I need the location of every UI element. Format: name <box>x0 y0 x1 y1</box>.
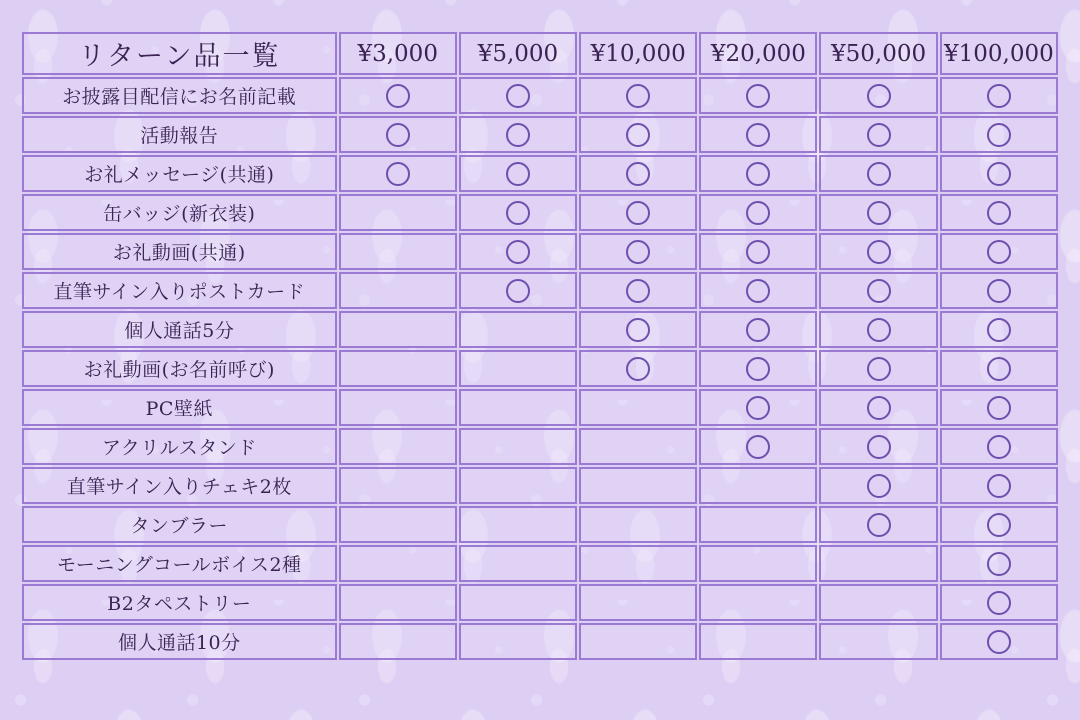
tier-included-cell <box>940 584 1058 621</box>
circle-mark-icon <box>987 552 1011 576</box>
empty-mark-placeholder <box>506 552 530 576</box>
empty-mark-placeholder <box>506 396 530 420</box>
tier-included-cell <box>579 350 697 387</box>
tier-empty-cell <box>339 194 457 231</box>
tier-empty-cell <box>339 233 457 270</box>
tier-included-cell <box>699 77 817 114</box>
tier-included-cell <box>819 467 937 504</box>
table-row <box>22 350 1058 387</box>
reward-item-label: 直筆サイン入りポストカード <box>22 272 337 309</box>
table-row <box>22 116 1058 153</box>
tier-included-cell <box>459 155 577 192</box>
tier-included-cell <box>339 77 457 114</box>
tier-empty-cell <box>819 584 937 621</box>
circle-mark-icon <box>987 396 1011 420</box>
table-row <box>22 194 1058 231</box>
circle-mark-icon <box>506 162 530 186</box>
circle-mark-icon <box>386 84 410 108</box>
reward-item-label: お礼動画(共通) <box>22 233 337 270</box>
header-tier-4: ¥20,000 <box>699 32 817 75</box>
reward-item-label: お披露目配信にお名前記載 <box>22 77 337 114</box>
empty-mark-placeholder <box>746 630 770 654</box>
empty-mark-placeholder <box>506 357 530 381</box>
circle-mark-icon <box>987 513 1011 537</box>
circle-mark-icon <box>386 162 410 186</box>
tier-included-cell <box>819 506 937 543</box>
reward-item-label: アクリルスタンド <box>22 428 337 465</box>
table-row <box>22 233 1058 270</box>
header-tier-6: ¥100,000 <box>940 32 1058 75</box>
reward-item-label: お礼動画(お名前呼び) <box>22 350 337 387</box>
reward-table-container <box>20 30 1060 662</box>
tier-empty-cell <box>819 545 937 582</box>
tier-included-cell <box>699 155 817 192</box>
tier-included-cell <box>940 545 1058 582</box>
tier-included-cell <box>819 389 937 426</box>
circle-mark-icon <box>867 201 891 225</box>
table-header-row <box>22 32 1058 75</box>
circle-mark-icon <box>987 201 1011 225</box>
tier-included-cell <box>459 116 577 153</box>
empty-mark-placeholder <box>506 435 530 459</box>
circle-mark-icon <box>746 162 770 186</box>
tier-empty-cell <box>579 506 697 543</box>
circle-mark-icon <box>867 279 891 303</box>
circle-mark-icon <box>746 279 770 303</box>
empty-mark-placeholder <box>626 396 650 420</box>
tier-included-cell <box>940 155 1058 192</box>
tier-included-cell <box>339 116 457 153</box>
tier-empty-cell <box>579 389 697 426</box>
tier-empty-cell <box>339 545 457 582</box>
tier-empty-cell <box>339 623 457 660</box>
circle-mark-icon <box>626 318 650 342</box>
tier-included-cell <box>579 116 697 153</box>
tier-empty-cell <box>459 311 577 348</box>
empty-mark-placeholder <box>386 201 410 225</box>
tier-included-cell <box>339 155 457 192</box>
reward-item-label: 活動報告 <box>22 116 337 153</box>
tier-empty-cell <box>459 389 577 426</box>
circle-mark-icon <box>506 123 530 147</box>
circle-mark-icon <box>626 84 650 108</box>
table-row <box>22 506 1058 543</box>
circle-mark-icon <box>746 357 770 381</box>
tier-included-cell <box>579 77 697 114</box>
circle-mark-icon <box>987 84 1011 108</box>
circle-mark-icon <box>746 435 770 459</box>
tier-included-cell <box>819 233 937 270</box>
tier-included-cell <box>940 350 1058 387</box>
table-row <box>22 272 1058 309</box>
empty-mark-placeholder <box>626 435 650 459</box>
tier-included-cell <box>459 194 577 231</box>
tier-empty-cell <box>579 428 697 465</box>
reward-item-label: お礼メッセージ(共通) <box>22 155 337 192</box>
tier-empty-cell <box>459 467 577 504</box>
circle-mark-icon <box>626 279 650 303</box>
tier-included-cell <box>940 467 1058 504</box>
empty-mark-placeholder <box>386 552 410 576</box>
tier-empty-cell <box>339 389 457 426</box>
tier-included-cell <box>699 389 817 426</box>
circle-mark-icon <box>506 240 530 264</box>
circle-mark-icon <box>867 318 891 342</box>
tier-included-cell <box>699 311 817 348</box>
table-row <box>22 467 1058 504</box>
tier-included-cell <box>699 194 817 231</box>
reward-item-label: 直筆サイン入りチェキ2枚 <box>22 467 337 504</box>
table-row <box>22 428 1058 465</box>
empty-mark-placeholder <box>386 396 410 420</box>
circle-mark-icon <box>506 84 530 108</box>
circle-mark-icon <box>746 201 770 225</box>
tier-included-cell <box>699 272 817 309</box>
tier-included-cell <box>940 506 1058 543</box>
empty-mark-placeholder <box>386 357 410 381</box>
tier-empty-cell <box>339 272 457 309</box>
circle-mark-icon <box>867 240 891 264</box>
tier-included-cell <box>579 194 697 231</box>
circle-mark-icon <box>626 201 650 225</box>
circle-mark-icon <box>626 162 650 186</box>
circle-mark-icon <box>987 162 1011 186</box>
tier-included-cell <box>579 155 697 192</box>
circle-mark-icon <box>867 84 891 108</box>
circle-mark-icon <box>506 279 530 303</box>
tier-empty-cell <box>459 545 577 582</box>
tier-included-cell <box>819 194 937 231</box>
circle-mark-icon <box>987 591 1011 615</box>
circle-mark-icon <box>626 240 650 264</box>
circle-mark-icon <box>867 435 891 459</box>
circle-mark-icon <box>867 474 891 498</box>
reward-item-label: モーニングコールボイス2種 <box>22 545 337 582</box>
circle-mark-icon <box>987 240 1011 264</box>
empty-mark-placeholder <box>626 591 650 615</box>
tier-included-cell <box>940 77 1058 114</box>
tier-empty-cell <box>459 428 577 465</box>
empty-mark-placeholder <box>746 474 770 498</box>
tier-empty-cell <box>699 467 817 504</box>
circle-mark-icon <box>746 240 770 264</box>
circle-mark-icon <box>867 162 891 186</box>
circle-mark-icon <box>987 630 1011 654</box>
tier-included-cell <box>940 623 1058 660</box>
tier-included-cell <box>819 428 937 465</box>
tier-included-cell <box>940 311 1058 348</box>
empty-mark-placeholder <box>626 474 650 498</box>
tier-included-cell <box>940 272 1058 309</box>
circle-mark-icon <box>867 357 891 381</box>
tier-empty-cell <box>579 584 697 621</box>
reward-tier-table <box>20 30 1060 662</box>
tier-empty-cell <box>699 623 817 660</box>
table-header <box>22 32 1058 75</box>
circle-mark-icon <box>746 396 770 420</box>
tier-empty-cell <box>699 506 817 543</box>
circle-mark-icon <box>506 201 530 225</box>
table-body <box>22 77 1058 660</box>
empty-mark-placeholder <box>386 240 410 264</box>
circle-mark-icon <box>867 123 891 147</box>
circle-mark-icon <box>746 318 770 342</box>
tier-included-cell <box>940 233 1058 270</box>
tier-included-cell <box>579 272 697 309</box>
circle-mark-icon <box>987 318 1011 342</box>
empty-mark-placeholder <box>626 552 650 576</box>
empty-mark-placeholder <box>386 474 410 498</box>
circle-mark-icon <box>626 123 650 147</box>
circle-mark-icon <box>987 435 1011 459</box>
circle-mark-icon <box>386 123 410 147</box>
empty-mark-placeholder <box>386 591 410 615</box>
tier-empty-cell <box>339 467 457 504</box>
empty-mark-placeholder <box>506 474 530 498</box>
empty-mark-placeholder <box>386 318 410 342</box>
tier-included-cell <box>699 350 817 387</box>
tier-empty-cell <box>459 584 577 621</box>
tier-empty-cell <box>459 506 577 543</box>
tier-included-cell <box>819 116 937 153</box>
tier-included-cell <box>699 233 817 270</box>
tier-empty-cell <box>339 584 457 621</box>
tier-included-cell <box>819 350 937 387</box>
tier-included-cell <box>940 389 1058 426</box>
circle-mark-icon <box>987 474 1011 498</box>
empty-mark-placeholder <box>506 318 530 342</box>
tier-included-cell <box>579 311 697 348</box>
empty-mark-placeholder <box>506 630 530 654</box>
circle-mark-icon <box>867 396 891 420</box>
empty-mark-placeholder <box>867 552 891 576</box>
table-row <box>22 584 1058 621</box>
table-row <box>22 77 1058 114</box>
table-row <box>22 623 1058 660</box>
table-row <box>22 311 1058 348</box>
table-row <box>22 155 1058 192</box>
tier-included-cell <box>940 428 1058 465</box>
empty-mark-placeholder <box>506 591 530 615</box>
empty-mark-placeholder <box>506 513 530 537</box>
tier-included-cell <box>819 311 937 348</box>
circle-mark-icon <box>746 84 770 108</box>
tier-included-cell <box>819 77 937 114</box>
empty-mark-placeholder <box>626 630 650 654</box>
empty-mark-placeholder <box>386 513 410 537</box>
tier-included-cell <box>699 428 817 465</box>
circle-mark-icon <box>867 513 891 537</box>
empty-mark-placeholder <box>867 591 891 615</box>
reward-item-label: 個人通話10分 <box>22 623 337 660</box>
reward-item-label: 缶バッジ(新衣装) <box>22 194 337 231</box>
tier-included-cell <box>459 77 577 114</box>
header-tier-5: ¥50,000 <box>819 32 937 75</box>
tier-empty-cell <box>339 350 457 387</box>
empty-mark-placeholder <box>626 513 650 537</box>
tier-included-cell <box>819 155 937 192</box>
table-row <box>22 389 1058 426</box>
circle-mark-icon <box>746 123 770 147</box>
tier-empty-cell <box>579 467 697 504</box>
tier-empty-cell <box>699 545 817 582</box>
empty-mark-placeholder <box>746 552 770 576</box>
header-tier-1: ¥3,000 <box>339 32 457 75</box>
tier-included-cell <box>940 194 1058 231</box>
reward-item-label: PC壁紙 <box>22 389 337 426</box>
reward-item-label: 個人通話5分 <box>22 311 337 348</box>
empty-mark-placeholder <box>386 279 410 303</box>
tier-empty-cell <box>459 623 577 660</box>
tier-empty-cell <box>579 623 697 660</box>
tier-empty-cell <box>339 311 457 348</box>
empty-mark-placeholder <box>746 591 770 615</box>
empty-mark-placeholder <box>386 630 410 654</box>
tier-included-cell <box>459 272 577 309</box>
tier-included-cell <box>940 116 1058 153</box>
header-tier-2: ¥5,000 <box>459 32 577 75</box>
reward-item-label: B2タペストリー <box>22 584 337 621</box>
tier-empty-cell <box>819 623 937 660</box>
tier-empty-cell <box>339 428 457 465</box>
tier-included-cell <box>579 233 697 270</box>
tier-empty-cell <box>459 350 577 387</box>
reward-item-label: タンブラー <box>22 506 337 543</box>
empty-mark-placeholder <box>386 435 410 459</box>
circle-mark-icon <box>987 357 1011 381</box>
circle-mark-icon <box>626 357 650 381</box>
header-tier-3: ¥10,000 <box>579 32 697 75</box>
tier-empty-cell <box>339 506 457 543</box>
circle-mark-icon <box>987 279 1011 303</box>
tier-included-cell <box>699 116 817 153</box>
empty-mark-placeholder <box>746 513 770 537</box>
circle-mark-icon <box>987 123 1011 147</box>
empty-mark-placeholder <box>867 630 891 654</box>
tier-included-cell <box>459 233 577 270</box>
tier-included-cell <box>819 272 937 309</box>
tier-empty-cell <box>699 584 817 621</box>
table-row <box>22 545 1058 582</box>
header-item-column: リターン品一覧 <box>22 32 337 75</box>
tier-empty-cell <box>579 545 697 582</box>
